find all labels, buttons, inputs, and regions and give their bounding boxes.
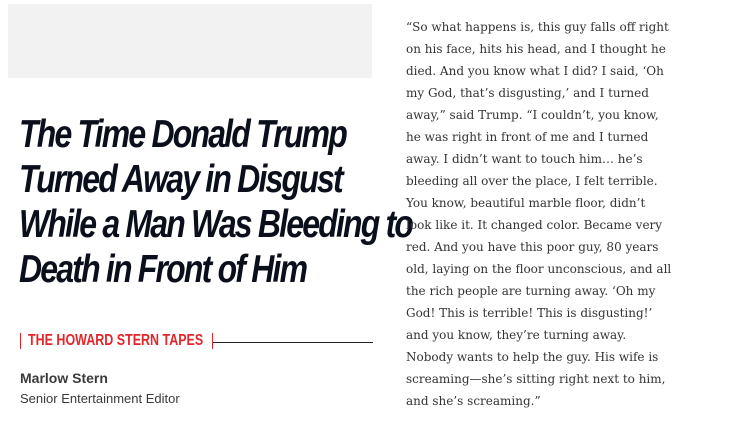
rubric-label[interactable]: THE HOWARD STERN TAPES	[28, 332, 204, 349]
quote-line: the rich people are turning away. ‘Oh my	[406, 284, 656, 298]
quote-line: red. And you have this poor guy, 80 years	[406, 240, 659, 254]
quote-line: “So what happens is, this guy falls off right	[406, 20, 669, 34]
article-body-quote	[406, 16, 706, 412]
rubric-right-tick	[212, 333, 213, 349]
quote-line: and you know, they’re turning away.	[406, 328, 627, 342]
quote-line: he was right in front of me and I turned	[406, 130, 649, 144]
section-rubric[interactable]	[20, 330, 372, 352]
headline-line: Turned Away in Disgust	[19, 158, 342, 201]
rubric-left-tick	[20, 333, 21, 349]
quote-line: Nobody wants to help the guy. His wife is	[406, 350, 659, 364]
rubric-divider	[213, 342, 373, 343]
quote-line: and she’s screaming.”	[406, 394, 541, 408]
quote-line: away. I didn’t want to touch him… he’s	[406, 152, 643, 166]
quote-line: on his face, hits his head, and I thought he	[406, 42, 666, 56]
author-title: Senior Entertainment Editor	[20, 391, 180, 406]
quote-line: away,” said Trump. “I couldn’t, you know,	[406, 108, 659, 122]
quote-line: God! This is terrible! This is disgusting!’	[406, 306, 653, 320]
ad-placeholder	[8, 4, 372, 78]
headline-line: Death in Front of Him	[19, 248, 307, 291]
quote-line: died. And you know what I did? I said, ‘Oh	[406, 64, 664, 78]
article-headline	[19, 112, 413, 292]
quote-line: old, laying on the floor unconscious, and all	[406, 262, 672, 276]
quote-line: screaming—she’s sitting right next to him,	[406, 372, 666, 386]
headline-line: The Time Donald Trump	[19, 113, 346, 156]
quote-line: bleeding all over the place, I felt terrible.	[406, 174, 658, 188]
quote-line: my God, that’s disgusting,’ and I turned	[406, 86, 649, 100]
quote-line: You know, beautiful marble floor, didn’t	[406, 196, 646, 210]
quote-line: look like it. It changed color. Became very	[406, 218, 663, 232]
author-name[interactable]: Marlow Stern	[20, 370, 108, 386]
headline-line: While a Man Was Bleeding to	[19, 203, 413, 246]
